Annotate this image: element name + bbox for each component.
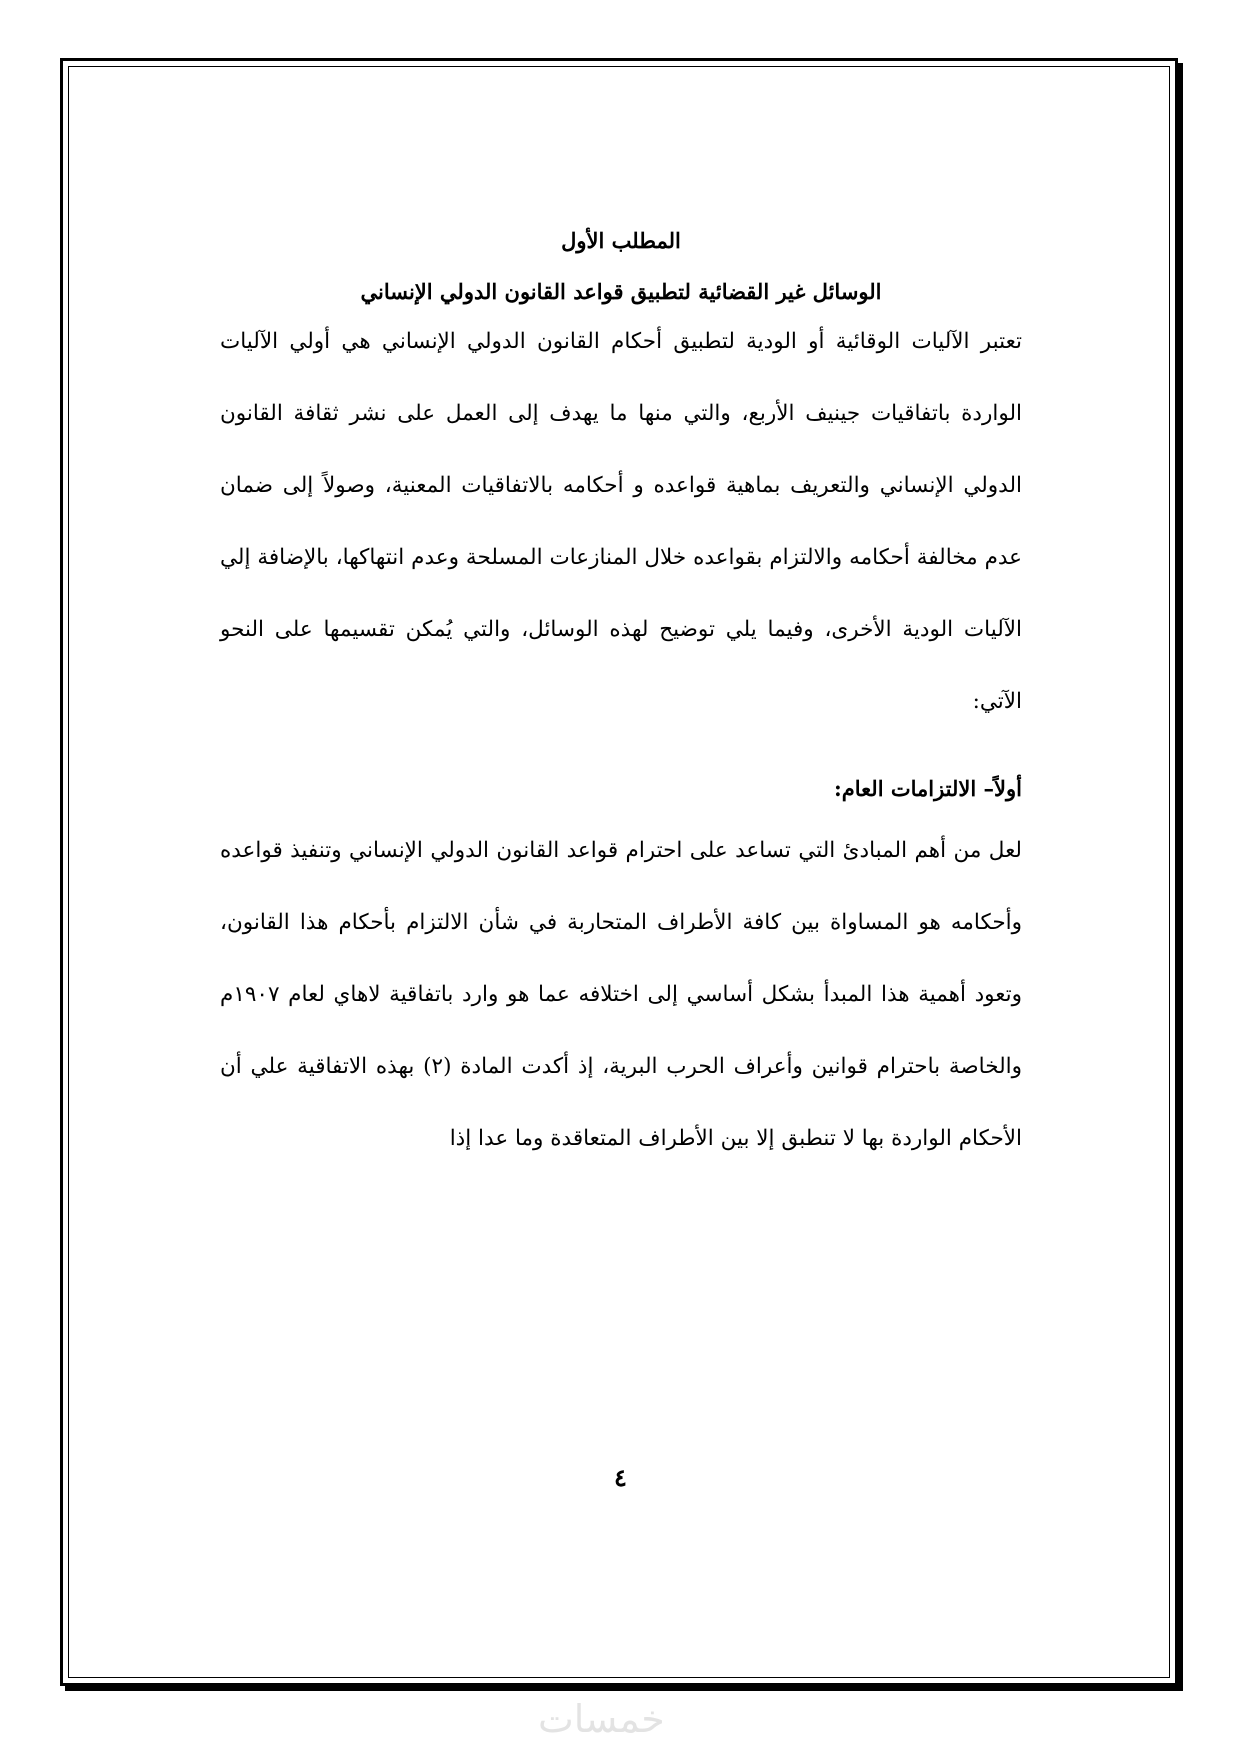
body-paragraph-2: لعل من أهم المبادئ التي تساعد على احترام قواعد القانون الدولي الإنساني وتنفيذ قواعده وأحكامه هو المساواة بين كافة الأطراف المتحاربة في شأن الالتزام بأحكام هذا القانون، وتعود أهمية هذا المبدأ بشكل أساسي إلى اختلافه عما هو وارد باتفاقية لاهاي لعام ١٩٠٧م والخاصة باحترام قوانين وأعراف الحرب البرية، إذ أكدت المادة (٢) بهذه الاتفاقية علي أن الأحكام الواردة بها لا تنطبق إلا بين الأطراف المتعاقدة وما عدا إذا [220,838,1022,1151]
document-subtitle: الوسائل غير القضائية لتطبيق قواعد القانون الدولي الإنساني [360,279,882,304]
document-title: المطلب الأول [561,228,681,253]
section-heading: أولاً– الالتزامات العام: [834,776,1022,801]
page-number: ٤ [614,1463,627,1492]
body-paragraph-1: تعتبر الآليات الوقائية أو الودية لتطبيق أحكام القانون الدولي الإنساني هي أولي الآليات الواردة باتفاقيات جينيف الأربع، والتي منها ما يهدف إلى العمل على نشر ثقافة القانون الدولي الإنساني والتعريف بماهية قواعده و أحكامه بالاتفاقيات المعنية، وصولاً إلى ضمان عدم مخالفة أحكامه والالتزام بقواعده خلال المنازعات المسلحة وعدم انتهاكها، بالإضافة إلي الآليات الودية الأخرى، وفيما يلي توضيح لهذه الوسائل، والتي يُمكن تقسيمها على النحو الآتي: [220,329,1022,714]
page-content [220,220,1022,1175]
watermark-logo: خمسات [538,1697,665,1741]
